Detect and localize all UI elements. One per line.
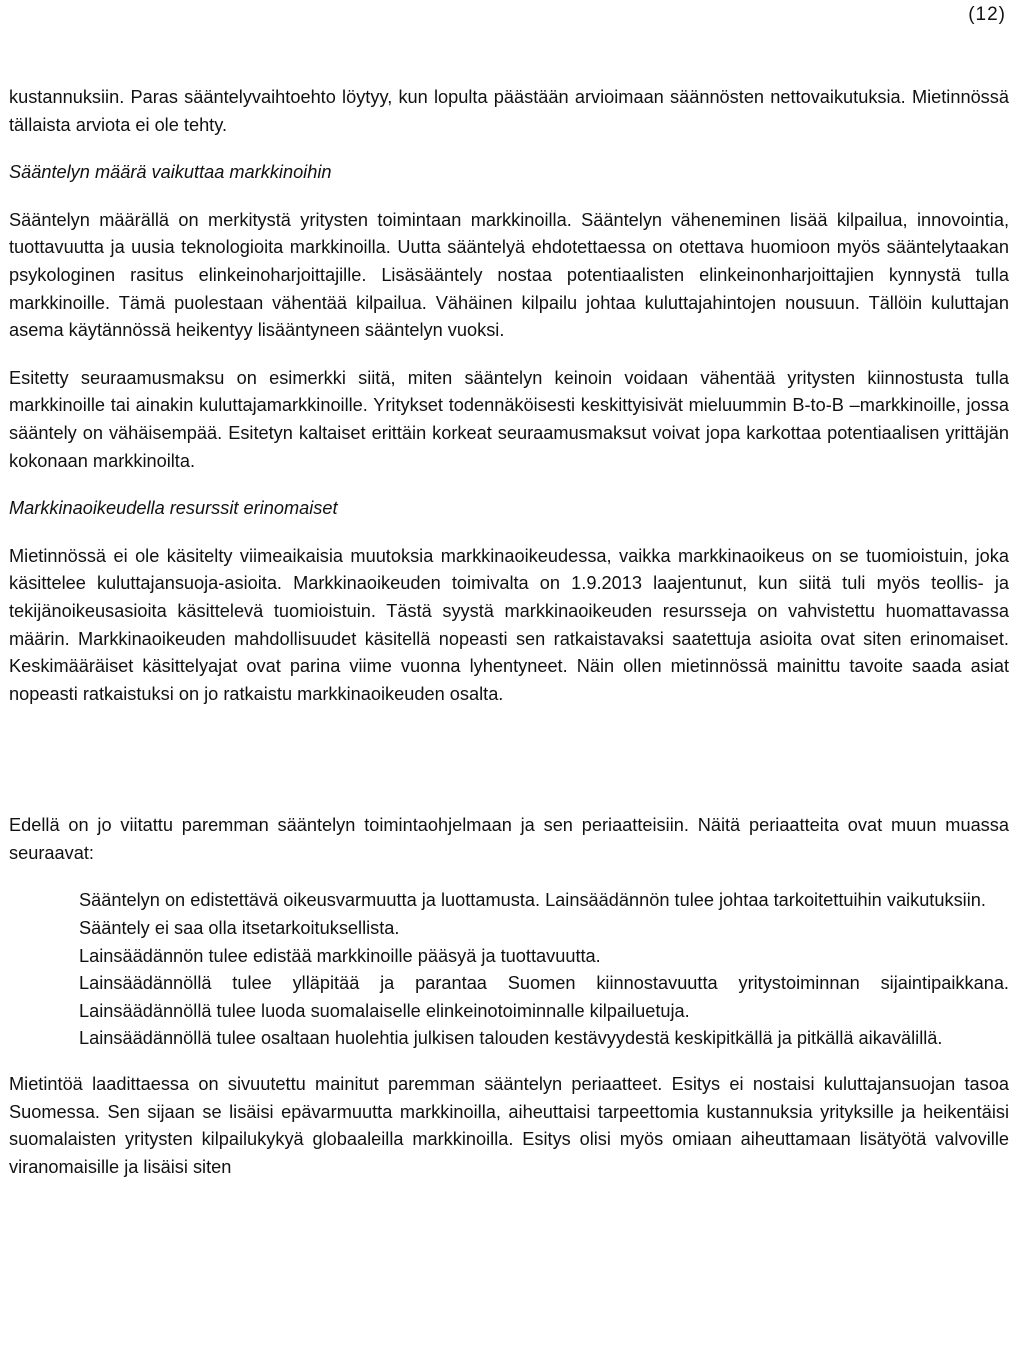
- list-item: Lainsäädännöllä tulee ylläpitää ja parantaa Suomen kiinnostavuutta yritystoiminnan sijaintipaikkana. Lainsäädännöllä tulee luoda suomalaiselle elinkeinotoiminnalle kilpailuetuja.: [79, 973, 1009, 1021]
- list-item: Lainsäädännön tulee edistää markkinoille pääsyä ja tuottavuutta.: [79, 945, 601, 966]
- blank-space: [9, 728, 1009, 812]
- page-number: (12): [968, 4, 1006, 25]
- paragraph-costs: kustannuksiin. Paras sääntelyvaihtoehto löytyy, kun lopulta päästään arvioimaan säännösten nettovaikutuksia. Mietinnössä tällaista arviota ei ole tehty.: [9, 87, 1009, 135]
- document-body: [9, 84, 1009, 1181]
- paragraph-regulation-market: Sääntelyn määrällä on merkitystä yritysten toimintaan markkinoilla. Sääntelyn väheneminen lisää kilpailua, innovointia, tuottavuutta ja uusia teknologioita markkinoilla. Uutta sääntelyä ehdotettaessa on otettava huomioon myös sääntelytaakan psykologinen rasitus elinkeinoharjoittajille. Lisäsääntely nostaa potentiaalisten elinkeinonharjoittajien kynnystä tulla markkinoille. Tämä puolestaan vähentää kilpailua. Vähäinen kilpailu johtaa kuluttajahintojen nousuun. Tällöin kuluttajan asema käytännössä heikentyy lisääntyneen sääntelyn vuoksi.: [9, 209, 1009, 341]
- section-heading-regulation-amount: Sääntelyn määrä vaikuttaa markkinoihin: [9, 162, 332, 183]
- principles-list: [79, 887, 1009, 1053]
- paragraph-market-court: Mietinnössä ei ole käsitelty viimeaikaisia muutoksia markkinaoikeudessa, vaikka markkinaoikeus on se tuomioistuin, joka käsittelee kuluttajansuoja-asioita. Markkinaoikeuden toimivalta on 1.9.2013 laajentunut, kun siitä tuli myös teollis- ja tekijänoikeusasioita käsittelevä tuomioistuin. Tästä syystä markkinaoikeuden resursseja on vahvistettu huomattavassa määrin. Markkinaoikeuden mahdollisuudet käsitellä nopeasti sen ratkaistavaksi saatettuja asioita ovat siten erinomaiset. Keskimääräiset käsittelyajat ovat parina viime vuonna lyhentyneet. Näin ollen mietinnössä mainittu tavoite saada asiat nopeasti ratkaistuksi on jo ratkaistu markkinaoikeuden osalta.: [9, 545, 1009, 704]
- paragraph-penalty-fee: Esitetty seuraamusmaksu on esimerkki siitä, miten sääntelyn keinoin voidaan vähentää yritysten kiinnostusta tulla markkinoille tai ainakin kuluttajamarkkinoille. Yritykset todennäköisesti keskittyisivät mieluummin B-to-B –markkinoille, jossa sääntely on vähäisempää. Esitetyn kaltaiset erittäin korkeat seuraamusmaksut voivat jopa karkottaa potentiaalisen yrittäjän kokonaan markkinoilta.: [9, 367, 1009, 471]
- list-item: Sääntely ei saa olla itsetarkoituksellista.: [79, 918, 400, 939]
- section-heading-market-court: Markkinaoikeudella resurssit erinomaiset: [9, 498, 338, 519]
- paragraph-principles-intro: Edellä on jo viitattu paremman sääntelyn toimintaohjelmaan ja sen periaatteisiin. Näitä periaatteita ovat muun muassa seuraavat:: [9, 815, 1009, 863]
- list-item: Sääntelyn on edistettävä oikeusvarmuutta ja luottamusta. Lainsäädännön tulee johtaa tarkoitettuihin vaikutuksiin.: [79, 890, 986, 911]
- list-item: Lainsäädännöllä tulee osaltaan huolehtia julkisen talouden kestävyydestä keskipitkällä ja pitkällä aikavälillä.: [79, 1028, 943, 1049]
- paragraph-conclusion: Mietintöä laadittaessa on sivuutettu mainitut paremman sääntelyn periaatteet. Esitys ei nostaisi kuluttajansuojan tasoa Suomessa. Sen sijaan se lisäisi epävarmuutta markkinoilla, aiheuttaisi tarpeettomia kustannuksia yrityksille ja heikentäisi suomalaisten yritysten kilpailukykyä globaaleilla markkinoilla. Esitys olisi myös omiaan aiheuttamaan lisätyötä valvoville viranomaisille ja lisäisi siten: [9, 1074, 1009, 1177]
